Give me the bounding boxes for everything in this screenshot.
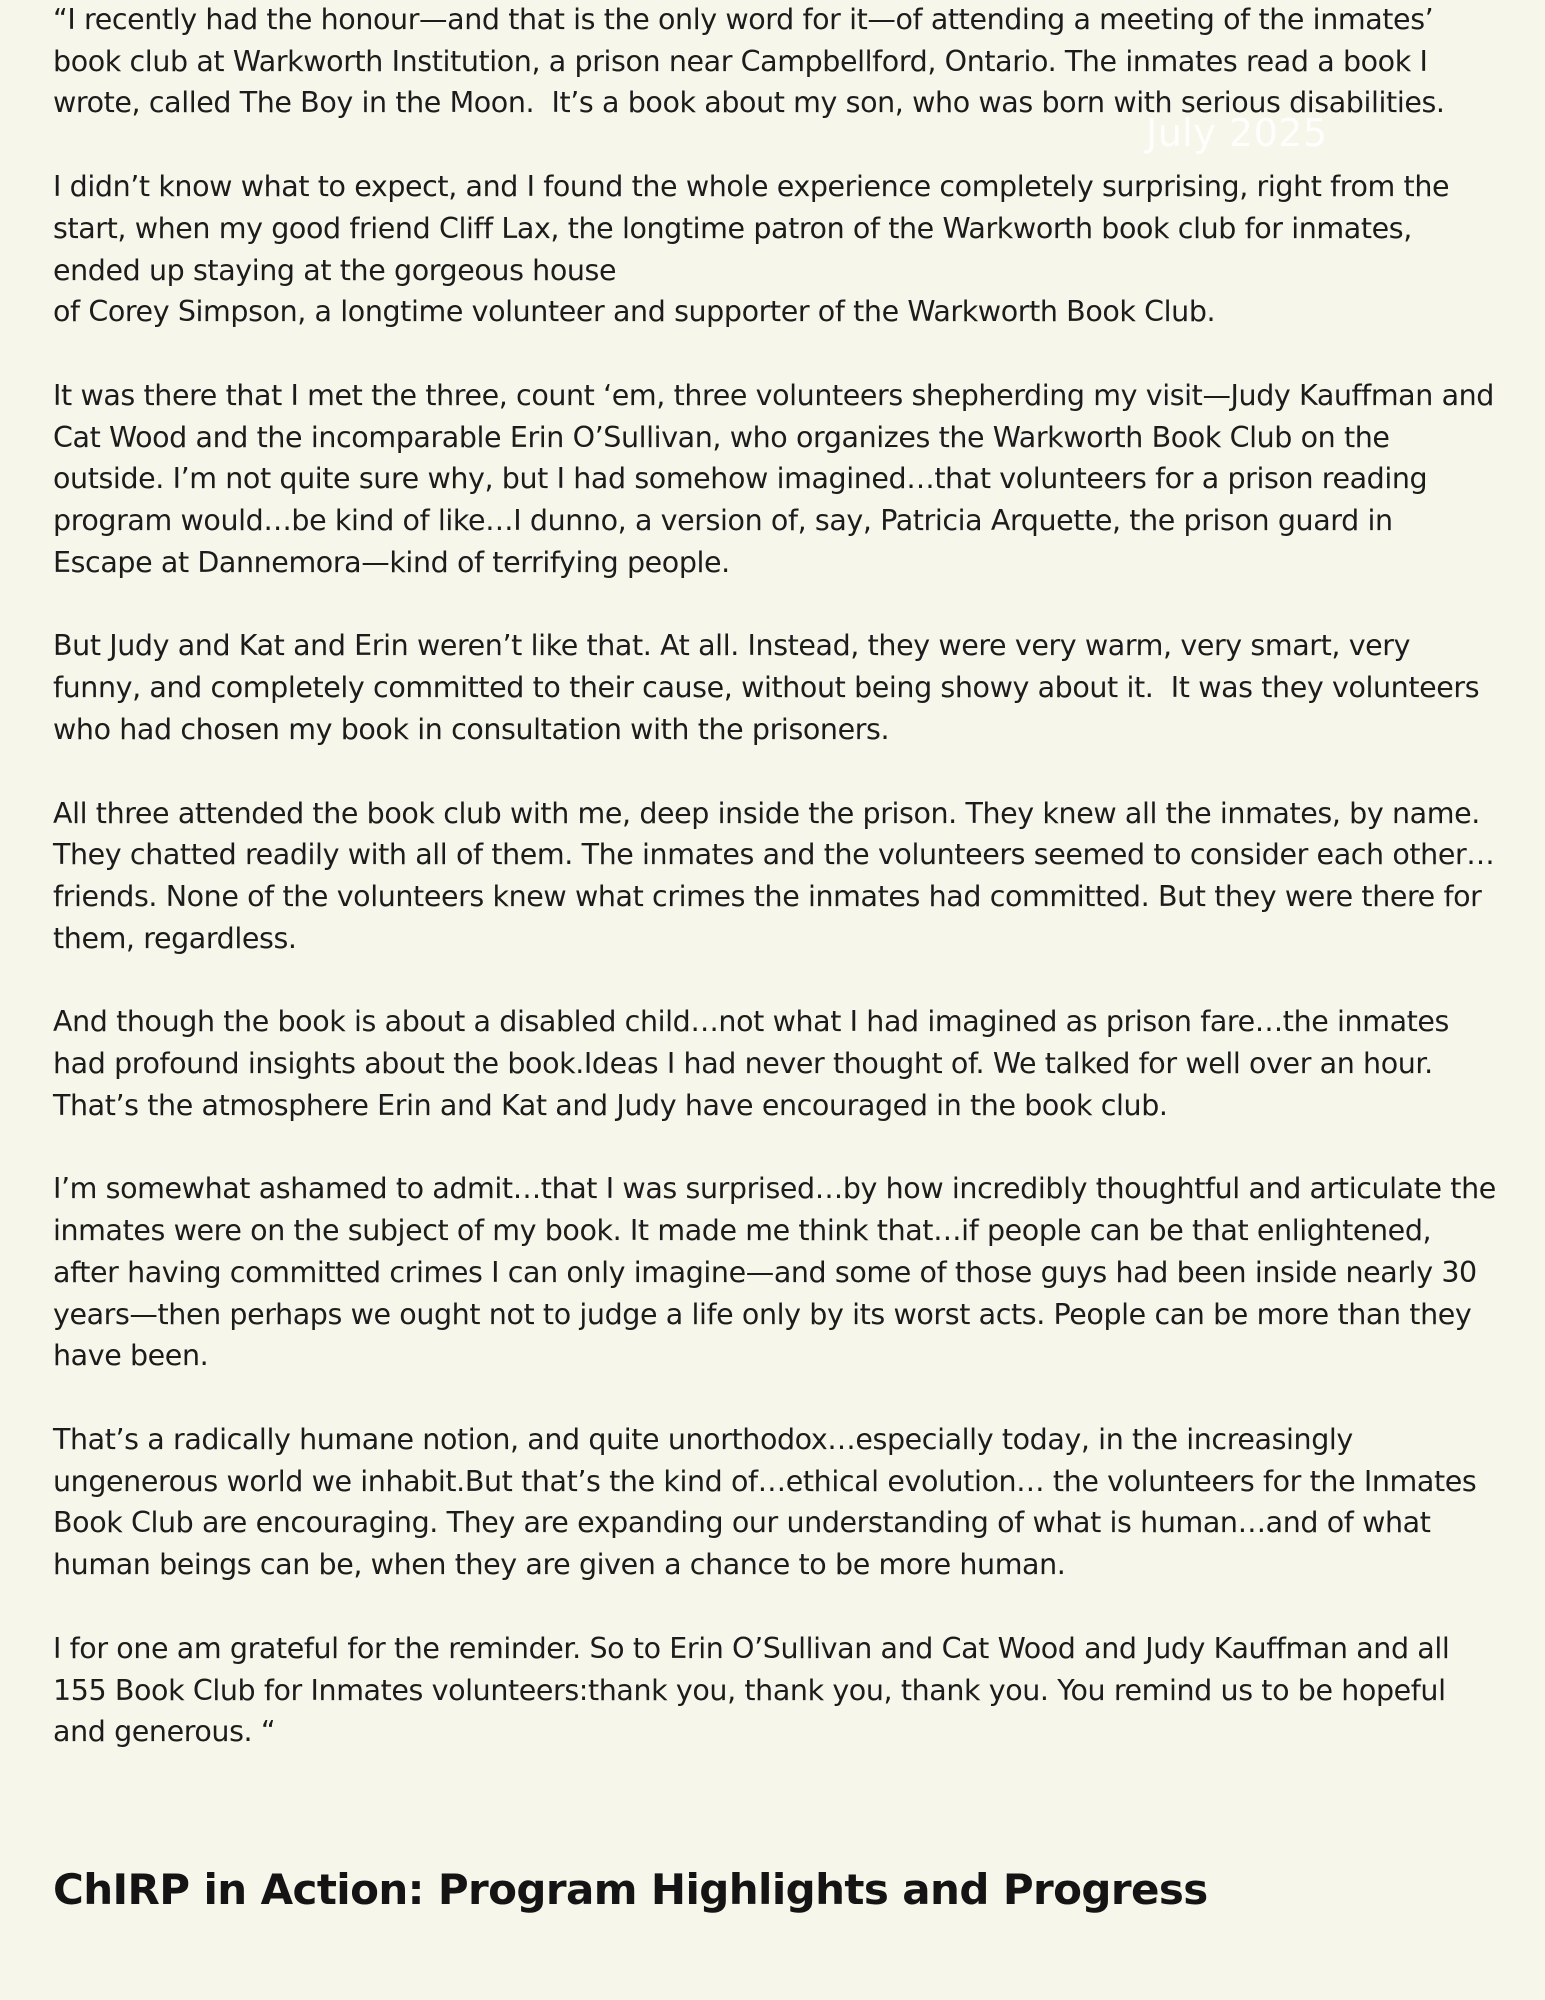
paragraph-2: I didn’t know what to expect, and I found the whole experience completely surprising, right from the start, when my good friend Cliff Lax, the longtime patron of the Warkworth book club for inmates, ended up staying at the gorgeous house of Corey Simpson, a longtime volunteer and supporter of the Warkworth Book Club. (53, 170, 1450, 329)
paragraph-1: “I recently had the honour—and that is the only word for it—of attending a meeting of the inmates’ book club at Warkworth Institution, a prison near Campbellford, Ontario. The inmates read a book I wrote, called The Boy in the Moon. It’s a book about my son, who was born with serious disabilities. (53, 3, 1445, 120)
paragraph-6: And though the book is about a disabled child…not what I had imagined as prison fare…the inmates had profound insights about the book.Ideas I had never thought of. We talked for well over an hour. That’s the atmosphere Erin and Kat and Judy have encouraged in the book club. (53, 1005, 1458, 1122)
section-heading: ChIRP in Action: Program Highlights and Progress (53, 1865, 1208, 1914)
paragraph-7: I’m somewhat ashamed to admit…that I was surprised…by how incredibly thoughtful and articulate the inmates were on the subject of my book. It made me think that…if people can be that enlightened, after having committed crimes I can only imagine—and some of those guys had been inside nearly 30 years—then perhaps we ought not to judge a life only by its worst acts. People can be more than they have been. (53, 1172, 1505, 1373)
paragraph-5: All three attended the book club with me, deep inside the prison. They knew all the inmates, by name. They chatted readily with all of them. The inmates and the volunteers seemed to consider each other…friends. None of the volunteers knew what crimes the inmates had committed. But they were there for them, regardless. (53, 796, 1495, 955)
paragraph-9: I for one am grateful for the reminder. So to Erin O’Sullivan and Cat Wood and Judy Kauffman and all 155 Book Club for Inmates volunteers:thank you, thank you, thank you. You remind us to be hopeful and generous. “ (53, 1631, 1459, 1749)
paragraph-4: But Judy and Kat and Erin weren’t like that. At all. Instead, they were very warm, very smart, very funny, and completely committed to their cause, without being showy about it. It was they volunteers who had chosen my book in consultation with the prisoners. (53, 629, 1488, 746)
paragraph-3: It was there that I met the three, count ‘em, three volunteers shepherding my visit—Judy Kauffman and Cat Wood and the incomparable Erin O’Sullivan, who organizes the Warkworth Book Club on the outside. I’m not quite sure why, but I had somehow imagined…that volunteers for a prison reading program would…be kind of like…I dunno, a version of, say, Patricia Arquette, the prison guard in Escape at Dannemora—kind of terrifying people. (53, 378, 1503, 579)
paragraph-8: That’s a radically humane notion, and quite unorthodox…especially today, in the increasingly ungenerous world we inhabit.But that’s the kind of…ethical evolution… the volunteers for the Inmates Book Club are encouraging. They are expanding our understanding of what is human…and of what human beings can be, when they are given a chance to be more human. (53, 1422, 1485, 1582)
date-watermark: July 2025 (1146, 111, 1328, 155)
article-body (53, 0, 1505, 1795)
